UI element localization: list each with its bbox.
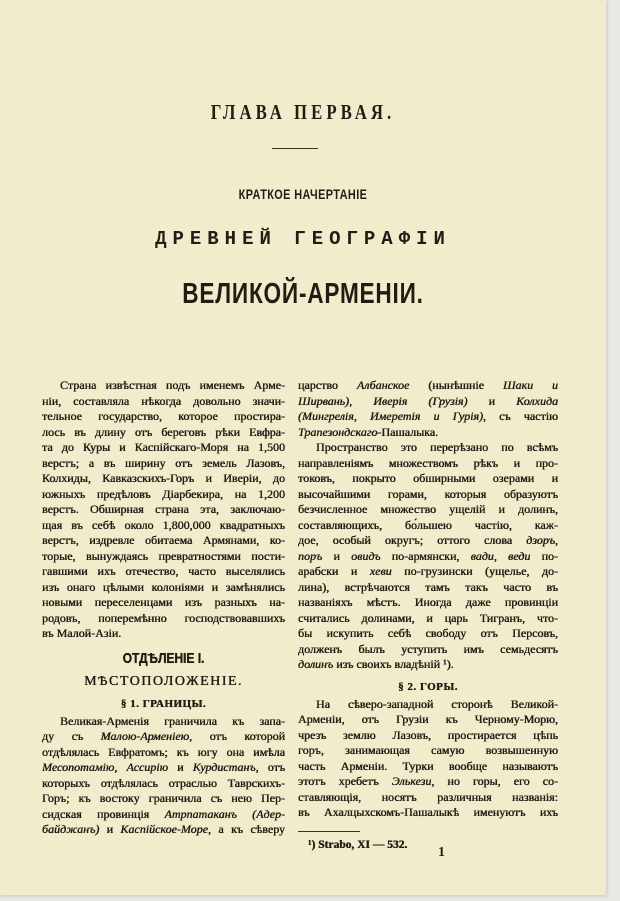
text-line: Трапезондскаго-Пашалыка. — [298, 424, 439, 439]
text-line: (Мингрелія, Имеретія и Гурія), съ частію — [298, 409, 558, 423]
text-line: верстъ. Обширная страна эта, заключаю- — [42, 502, 285, 516]
text-line: Арменіи, отъ Грузіи къ Черному-Морю, — [298, 712, 558, 726]
right-column — [298, 378, 558, 853]
italic-term: долинъ — [298, 657, 334, 671]
text-line: ніи, составляла нѣкогда довольно значи- — [42, 393, 285, 408]
text-line: Месопотамію, Ассирію и Курдистанъ, отъ — [42, 760, 285, 774]
italic-term: овидъ — [351, 548, 381, 563]
italic-term: дзоръ — [526, 533, 555, 547]
text-line: лось въ длину отъ береговъ рѣки Евфра- — [42, 424, 285, 439]
italic-term: поръ — [298, 548, 323, 563]
text-line: Колхиды, Кавказскихъ-Горъ и Иверіи, до — [42, 471, 285, 485]
text-line: поръ и овидъ по-армянски, вади, веди по- — [298, 548, 558, 563]
section-subheading: МѢСТОПОЛОЖЕНІЕ. — [84, 673, 243, 689]
italic-term: Малою-Арменіею — [100, 729, 190, 743]
italic-term: Ассирію — [126, 760, 169, 774]
text-line: байджанъ) и Каспійское-Море, а къ сѣверу — [42, 822, 285, 836]
text-line: безчисленное множество ущелій и долинъ, — [298, 502, 558, 516]
paragraph — [298, 440, 558, 673]
paragraph-heading: § 1. ГРАНИЦЫ. — [120, 697, 207, 710]
text-line: царство Албанское (нынѣшніе Шаки и — [298, 378, 558, 392]
italic-term: Месопотамію — [42, 760, 115, 774]
text-line: ставляющія, носятъ различныя названія: — [298, 789, 558, 804]
text-line: направленіямъ множествомъ рѣкъ и про- — [298, 455, 558, 470]
italic-term: Элькези — [391, 774, 432, 788]
text-line: долинъ изъ своихъ владѣній ¹). — [298, 657, 454, 671]
text-line: щая въ себѣ около 1,800,000 квадратныхъ — [42, 517, 285, 532]
italic-term: Трапезондскаго — [298, 424, 378, 439]
text-line: бы искупить себѣ свободу отъ Персовъ, — [298, 626, 558, 640]
text-line: Страна извѣстная подъ именемъ Арме- — [60, 378, 285, 392]
left-column — [42, 378, 285, 838]
text-line: верстъ; а въ ширину отъ земель Лазовъ, — [42, 455, 285, 470]
text-line: этотъ хребетъ Элькези, но горы, его со- — [298, 774, 558, 788]
page-number: 1 — [438, 845, 445, 860]
text-line: тельное государство, которое простира- — [42, 409, 285, 423]
text-line: высочайшими горами, которыя образуютъ — [298, 486, 558, 501]
italic-term: (Мингрелія — [298, 409, 354, 423]
text-line: въ Малой-Азіи. — [42, 626, 122, 640]
text-line: торые, вынуждаясь превратностями пости- — [42, 548, 285, 563]
section-heading: ОТДѢЛЕНІЕ I. — [122, 649, 205, 667]
italic-term: вади — [470, 548, 494, 563]
text-line: въ Ахалцыхскомъ-Пашалыкѣ именуютъ ихъ — [298, 805, 558, 819]
text-line: Великая-Арменія граничила къ запа- — [60, 713, 285, 728]
text-line: которыхъ отдѣлялась отраслью Таврскихъ- — [42, 775, 285, 790]
text-line: горъ, занимающая самую возвышенную — [298, 743, 558, 757]
text-line: новыми переселенцами изъ разныхъ на- — [42, 595, 285, 609]
footnote-divider — [298, 831, 360, 832]
text-line: дое, особый округъ; оттого слова дзоръ, — [298, 533, 558, 547]
text-line: На сѣверо-западной сторонѣ Великой- — [316, 696, 558, 711]
italic-term: Албанское — [356, 378, 410, 392]
text-line: считались долинами, и царь Тигранъ, что- — [298, 610, 558, 625]
italic-term: Каспійское-Море — [120, 822, 208, 836]
italic-term: хеви — [369, 564, 392, 578]
text-line: верстъ, издревле обитаема Армянами, ко- — [42, 533, 285, 547]
italic-term: Курдистанъ — [192, 760, 256, 774]
text-line: Пространство это перерѣзано по всѣмъ — [316, 440, 558, 454]
paragraph-heading: § 2. ГОРЫ. — [398, 680, 458, 693]
subtitle-ancient-geography: ДРЕВНЕЙ ГЕОГРАФІИ — [155, 228, 451, 250]
text-line: та до Куры и Каспійскаго-Моря на 1,500 — [42, 440, 285, 454]
italic-term: Шаки — [502, 378, 534, 392]
italic-term: байджанъ) — [42, 822, 100, 836]
text-line: ду съ Малою-Арменіею, отъ которой — [42, 729, 285, 743]
italic-term: Имеретія и Гурія) — [369, 409, 483, 423]
paragraph — [42, 378, 285, 642]
text-line: лина), встрѣчаются тамъ такъ часто въ — [298, 579, 558, 594]
text-line: чрезъ землю Лазовъ, простирается цѣпь — [298, 727, 558, 742]
chapter-title: ГЛАВА ПЕРВАЯ. — [210, 100, 396, 124]
italic-term: веди — [508, 548, 531, 563]
subtitle-greater-armenia: ВЕЛИКОЙ-АРМЕНІИ. — [182, 278, 424, 310]
subtitle-brief-outline: КРАТКОЕ НАЧЕРТАНІЕ — [238, 186, 368, 202]
text-line: изъ онаго цѣлыми колоніями и замѣнялись — [42, 579, 285, 594]
paragraph — [298, 378, 558, 440]
text-line: часть Арменіи. Турки вообще называютъ — [298, 758, 558, 773]
text-line: составляющихъ, бо́льшею частію, каж- — [298, 517, 558, 532]
title-divider — [272, 148, 318, 149]
text-line: родовъ, поперемѣнно господствовавшихъ — [42, 610, 285, 625]
italic-term: Иверія (Грузія) — [373, 393, 468, 408]
italic-term: Колхида — [516, 393, 558, 408]
text-line: сидская провинція Атрпатаканъ (Адер- — [42, 806, 285, 821]
text-line: отдѣлялась Евфратомъ; къ югу она имѣла — [42, 744, 285, 759]
text-line: долженъ былъ уступить имъ семьдесятъ — [298, 641, 558, 656]
paragraph — [298, 697, 558, 821]
text-line: Ширвань), Иверія (Грузія) и Колхида — [298, 393, 558, 408]
italic-term: Атрпатаканъ (Адер- — [164, 806, 285, 821]
paragraph — [42, 714, 285, 838]
italic-term: Ширвань) — [298, 393, 350, 408]
text-line: Горъ; къ востоку граничила съ нею Пер- — [42, 791, 285, 805]
text-line: арабски и хеви по-грузински (ущелье, до- — [298, 564, 558, 578]
text-line: гавшими ихъ отечество, часто выселялись — [42, 564, 285, 578]
text-line: южныхъ предѣловъ Діарбекира, на 1,200 — [42, 486, 285, 501]
text-line: названіяхъ мѣстъ. Иногда даже провинціи — [298, 595, 558, 609]
italic-term: и — [552, 378, 558, 392]
text-line: токовъ, покрыто обширными озерами и — [298, 471, 558, 485]
footnote: ¹) Strabo, XI — 532. — [308, 838, 408, 851]
